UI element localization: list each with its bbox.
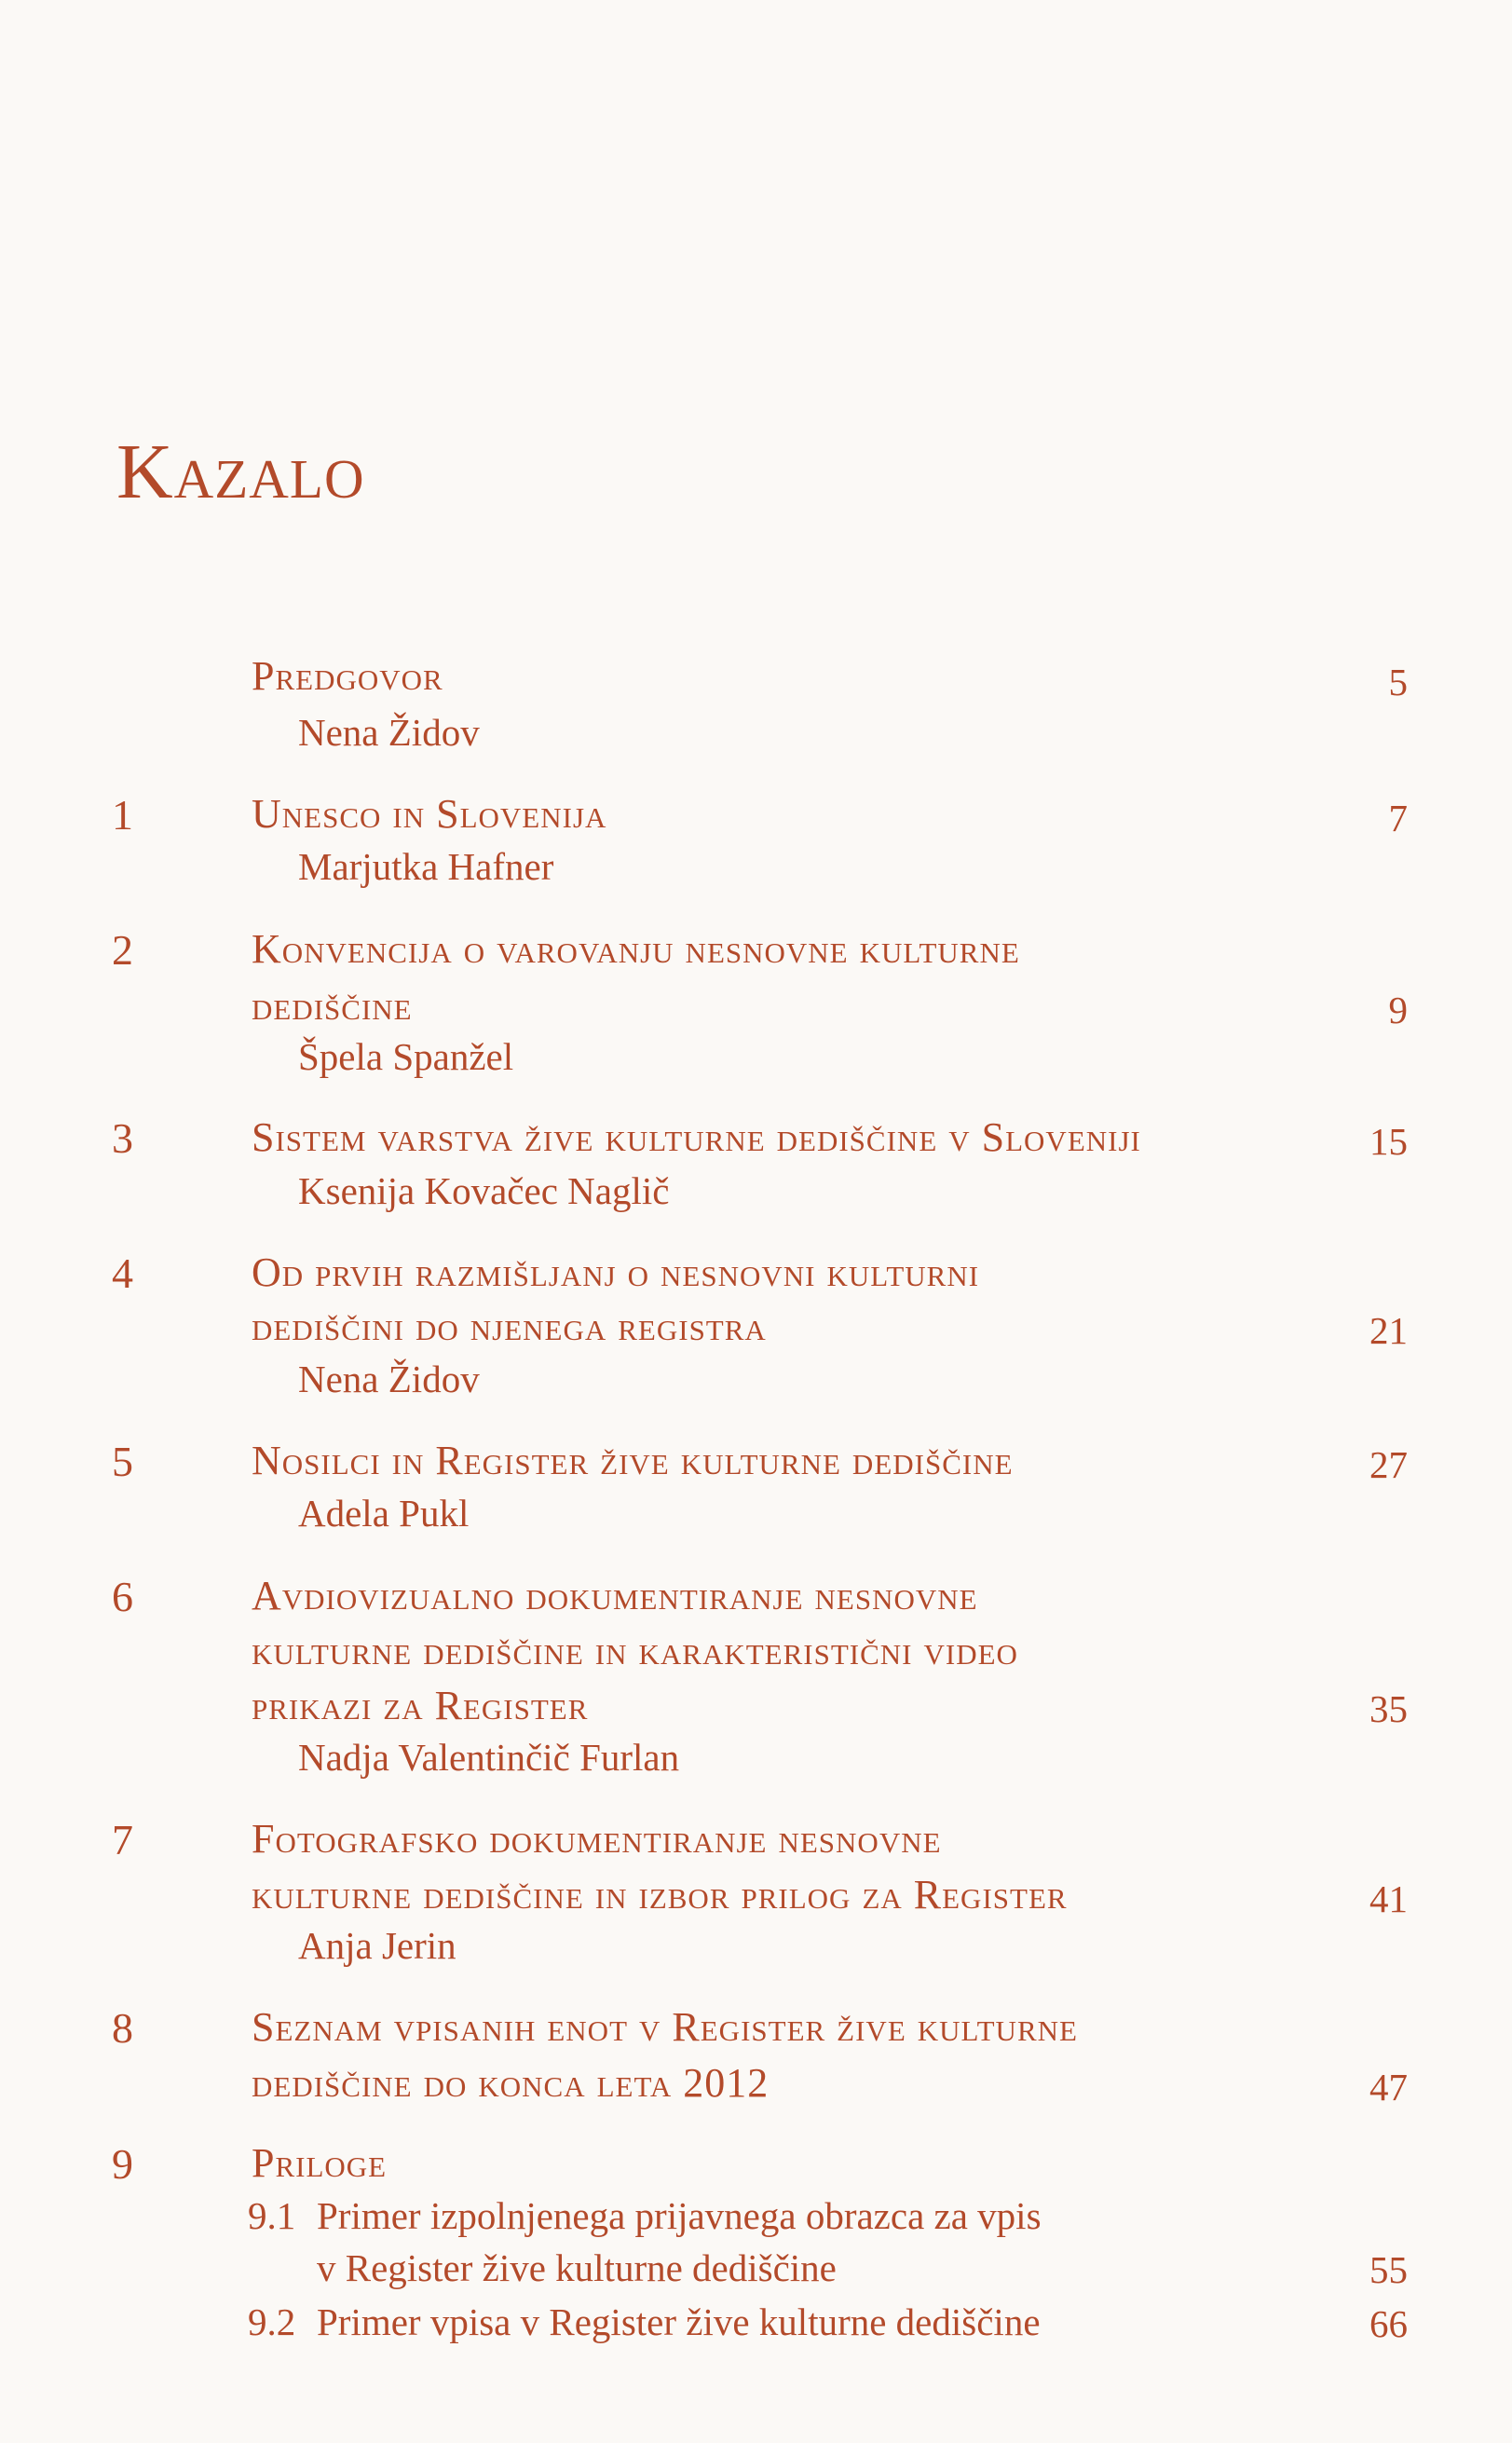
toc-entry-title-cont[interactable]: prikazi za Register xyxy=(252,1683,589,1728)
toc-entry-title-cont[interactable]: dediščini do njenega registra xyxy=(252,1303,767,1349)
toc-subitem-number: 9.1 xyxy=(248,2194,296,2237)
toc-author: Marjutka Hafner xyxy=(298,845,554,888)
toc-page-number: 27 xyxy=(1369,1443,1408,1486)
toc-page-number: 7 xyxy=(1388,797,1408,839)
toc-entry-title[interactable]: Fotografsko dokumentiranje nesnovne xyxy=(252,1816,942,1862)
toc-chapter-number: 1 xyxy=(112,791,133,839)
toc-page-number: 5 xyxy=(1388,661,1408,703)
toc-page-number: 55 xyxy=(1369,2248,1408,2291)
toc-entry-title-cont[interactable]: dediščine xyxy=(252,983,413,1029)
toc-entry-title-cont[interactable]: dediščine do konca leta 2012 xyxy=(252,2060,770,2106)
toc-page-number: 15 xyxy=(1369,1120,1408,1163)
toc-page-number: 35 xyxy=(1369,1687,1408,1730)
toc-chapter-number: 4 xyxy=(112,1249,133,1297)
toc-entry-title[interactable]: Priloge xyxy=(252,2140,388,2186)
toc-entry-title[interactable]: Konvencija o varovanju nesnovne kulturne xyxy=(252,926,1020,972)
toc-chapter-number: 7 xyxy=(112,1816,133,1863)
toc-entry-title[interactable]: Predgovor xyxy=(252,653,443,699)
toc-entry-title[interactable]: Sistem varstva žive kulturne dediščine v Sloveniji xyxy=(252,1114,1141,1160)
toc-chapter-number: 5 xyxy=(112,1438,133,1485)
toc-chapter-number: 6 xyxy=(112,1573,133,1620)
toc-subitem-number: 9.2 xyxy=(248,2300,296,2343)
toc-subitem-title[interactable]: Primer izpolnjenega prijavnega obrazca za vpis xyxy=(317,2194,1042,2237)
toc-subitem-title[interactable]: Primer vpisa v Register žive kulturne dediščine xyxy=(317,2300,1041,2343)
toc-page-number: 47 xyxy=(1369,2066,1408,2109)
toc-page-number: 41 xyxy=(1369,1877,1408,1920)
toc-page-number: 21 xyxy=(1369,1309,1408,1352)
toc-entry-title-cont[interactable]: kulturne dediščine in karakteristični video xyxy=(252,1628,1018,1673)
toc-page-number: 66 xyxy=(1369,2302,1408,2345)
toc-entry-title[interactable]: Unesco in Slovenija xyxy=(252,791,607,837)
toc-author: Anja Jerin xyxy=(298,1924,456,1967)
toc-author: Adela Pukl xyxy=(298,1492,470,1535)
toc-author: Nadja Valentinčič Furlan xyxy=(298,1736,680,1779)
toc-author: Nena Židov xyxy=(298,1358,480,1400)
page-title: Kazalo xyxy=(116,429,365,515)
toc-author: Špela Spanžel xyxy=(298,1035,514,1078)
toc-entry-title[interactable]: Seznam vpisanih enot v Register žive kulturne xyxy=(252,2004,1078,2050)
toc-chapter-number: 8 xyxy=(112,2004,133,2052)
toc-author: Ksenija Kovačec Naglič xyxy=(298,1169,670,1212)
toc-entry-title[interactable]: Od prvih razmišljanj o nesnovni kulturni xyxy=(252,1249,980,1295)
toc-chapter-number: 9 xyxy=(112,2140,133,2188)
toc-subitem-title-cont[interactable]: v Register žive kulturne dediščine xyxy=(317,2246,837,2289)
toc-author: Nena Židov xyxy=(298,711,480,754)
toc-chapter-number: 2 xyxy=(112,926,133,974)
toc-entry-title-cont[interactable]: kulturne dediščine in izbor prilog za Register xyxy=(252,1872,1068,1918)
toc-page-number: 9 xyxy=(1388,989,1408,1031)
toc-entry-title[interactable]: Avdiovizualno dokumentiranje nesnovne xyxy=(252,1573,978,1618)
toc-entry-title[interactable]: Nosilci in Register žive kulturne dediščine xyxy=(252,1438,1014,1483)
toc-chapter-number: 3 xyxy=(112,1114,133,1162)
